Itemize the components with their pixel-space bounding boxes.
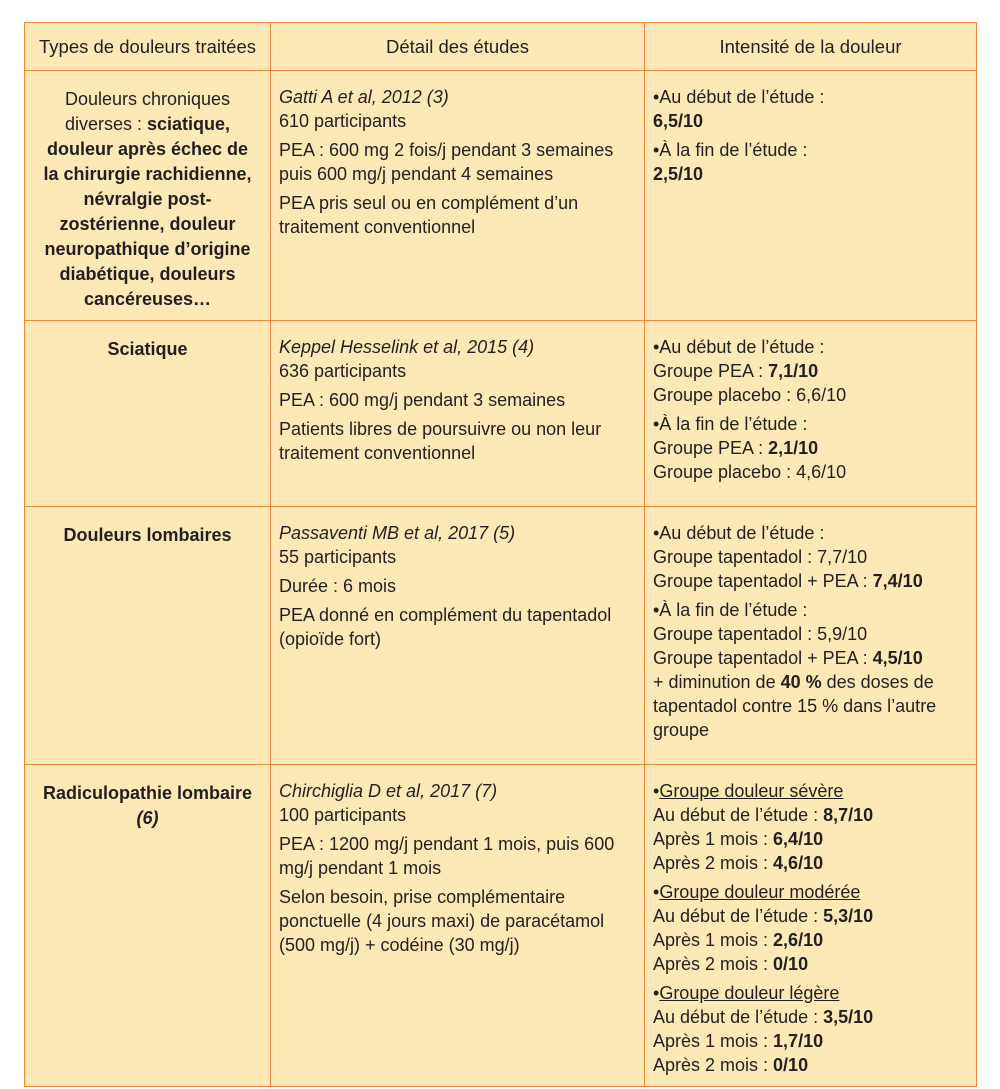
dose-note-value: 40 % [780, 672, 822, 692]
study-detail-cell [271, 507, 645, 765]
studies-table [24, 22, 977, 1087]
group-line-value: 8,7/10 [823, 805, 874, 825]
group-bullet: • [653, 781, 660, 801]
pain-type-ref: (6) [136, 808, 159, 828]
group-line-value: 1,7/10 [773, 1031, 824, 1051]
intensity-cell [645, 71, 977, 321]
group-pea-label: Groupe PEA : [653, 438, 769, 458]
pain-type-cell [25, 71, 271, 321]
intensity-end-label: •À la fin de l’étude : [653, 140, 808, 160]
group-title: Groupe douleur modérée [659, 882, 861, 902]
study-citation: Chirchiglia D et al, 2017 (7) [279, 781, 498, 801]
pain-type-cell [25, 321, 271, 507]
group-tapentadol-start: Groupe tapentadol : 7,7/10 [653, 547, 868, 567]
header-row [25, 23, 977, 71]
group-tapentadol-end: Groupe tapentadol : 5,9/10 [653, 624, 868, 644]
study-citation: Keppel Hesselink et al, 2015 (4) [279, 337, 535, 357]
study-detail-cell [271, 765, 645, 1087]
group-line-label: Après 1 mois : [653, 930, 774, 950]
study-detail-cell [271, 321, 645, 507]
group-title: Groupe douleur sévère [659, 781, 844, 801]
pain-type-label: Sciatique [107, 339, 188, 359]
group-line-label: Au début de l’étude : [653, 805, 824, 825]
intensity-end-label: •À la fin de l’étude : [653, 414, 808, 434]
group-line-label: Après 2 mois : [653, 1055, 774, 1075]
study-citation: Passaventi MB et al, 2017 (5) [279, 523, 516, 543]
study-detail-line: PEA donné en complément du tapentadol (opioïde fort) [279, 605, 612, 649]
group-line-value: 4,6/10 [773, 853, 824, 873]
intensity-start-label: •Au début de l’étude : [653, 337, 825, 357]
intensity-cell [645, 321, 977, 507]
study-detail-line: Durée : 6 mois [279, 576, 397, 596]
study-participants: 636 participants [279, 361, 407, 381]
study-detail-cell [271, 71, 645, 321]
group-tap-pea-label: Groupe tapentadol + PEA : [653, 571, 873, 591]
intensity-end-label: •À la fin de l’étude : [653, 600, 808, 620]
intensity-start-label: •Au début de l’étude : [653, 523, 825, 543]
group-line-label: Après 1 mois : [653, 1031, 774, 1051]
table-row [25, 765, 977, 1087]
group-line-label: Après 1 mois : [653, 829, 774, 849]
intensity-cell [645, 507, 977, 765]
group-placebo-start: Groupe placebo : 6,6/10 [653, 385, 847, 405]
group-title: Groupe douleur légère [659, 983, 840, 1003]
group-pea-value: 2,1/10 [768, 438, 819, 458]
study-participants: 610 participants [279, 111, 407, 131]
group-line-value: 2,6/10 [773, 930, 824, 950]
table-row [25, 507, 977, 765]
group-line-value: 5,3/10 [823, 906, 874, 926]
group-line-label: Au début de l’étude : [653, 906, 824, 926]
intensity-cell [645, 765, 977, 1087]
pain-type-cell [25, 507, 271, 765]
header-intensity: Intensité de la douleur [645, 23, 977, 71]
intensity-end-value: 2,5/10 [653, 164, 704, 184]
group-tap-pea-label: Groupe tapentadol + PEA : [653, 648, 873, 668]
header-types: Types de douleurs traitées [25, 23, 271, 71]
study-detail-line: PEA pris seul ou en complément d’un traitement conventionnel [279, 193, 579, 237]
study-participants: 100 participants [279, 805, 407, 825]
table-row [25, 71, 977, 321]
group-pea-label: Groupe PEA : [653, 361, 769, 381]
study-citation: Gatti A et al, 2012 (3) [279, 87, 449, 107]
pain-type-intro: Douleurs chroniques diverses : [64, 89, 231, 134]
group-tap-pea-value: 4,5/10 [872, 648, 923, 668]
group-placebo-end: Groupe placebo : 4,6/10 [653, 462, 847, 482]
group-line-value: 0/10 [773, 954, 809, 974]
group-line-value: 3,5/10 [823, 1007, 874, 1027]
group-line-label: Après 2 mois : [653, 954, 774, 974]
group-bullet: • [653, 983, 660, 1003]
study-detail-line: PEA : 600 mg/j pendant 3 semaines [279, 390, 566, 410]
intensity-start-value: 6,5/10 [653, 111, 704, 131]
group-line-label: Au début de l’étude : [653, 1007, 824, 1027]
group-line-value: 6,4/10 [773, 829, 824, 849]
dose-note-post: des doses de tapentadol contre 15 % dans l’autre groupe [653, 672, 937, 740]
pain-type-label: Radiculopathie lombaire [42, 783, 253, 803]
pain-type-label: Douleurs lombaires [63, 525, 232, 545]
study-detail-line: PEA : 1200 mg/j pendant 1 mois, puis 600 mg/j pendant 1 mois [279, 834, 615, 878]
dose-note-pre: + diminution de [653, 672, 781, 692]
group-line-value: 0/10 [773, 1055, 809, 1075]
group-pea-value: 7,1/10 [768, 361, 819, 381]
group-line-label: Après 2 mois : [653, 853, 774, 873]
group-tap-pea-value: 7,4/10 [872, 571, 923, 591]
study-participants: 55 participants [279, 547, 397, 567]
study-detail-line: PEA : 600 mg 2 fois/j pendant 3 semaines puis 600 mg/j pendant 4 semaines [279, 140, 614, 184]
pain-type-list: sciatique, douleur après échec de la chirurgie rachidienne, névralgie post-zostérienne, douleur neuropathique d’origine diabétique, douleurs cancéreuses… [43, 114, 252, 309]
study-detail-line: Patients libres de poursuivre ou non leur traitement conventionnel [279, 419, 602, 463]
pain-type-cell [25, 765, 271, 1087]
intensity-start-label: •Au début de l’étude : [653, 87, 825, 107]
study-detail-line: Selon besoin, prise complémentaire ponctuelle (4 jours maxi) de paracétamol (500 mg/j) + codéine (30 mg/j) [279, 887, 605, 955]
group-bullet: • [653, 882, 660, 902]
table-row [25, 321, 977, 507]
header-details: Détail des études [271, 23, 645, 71]
